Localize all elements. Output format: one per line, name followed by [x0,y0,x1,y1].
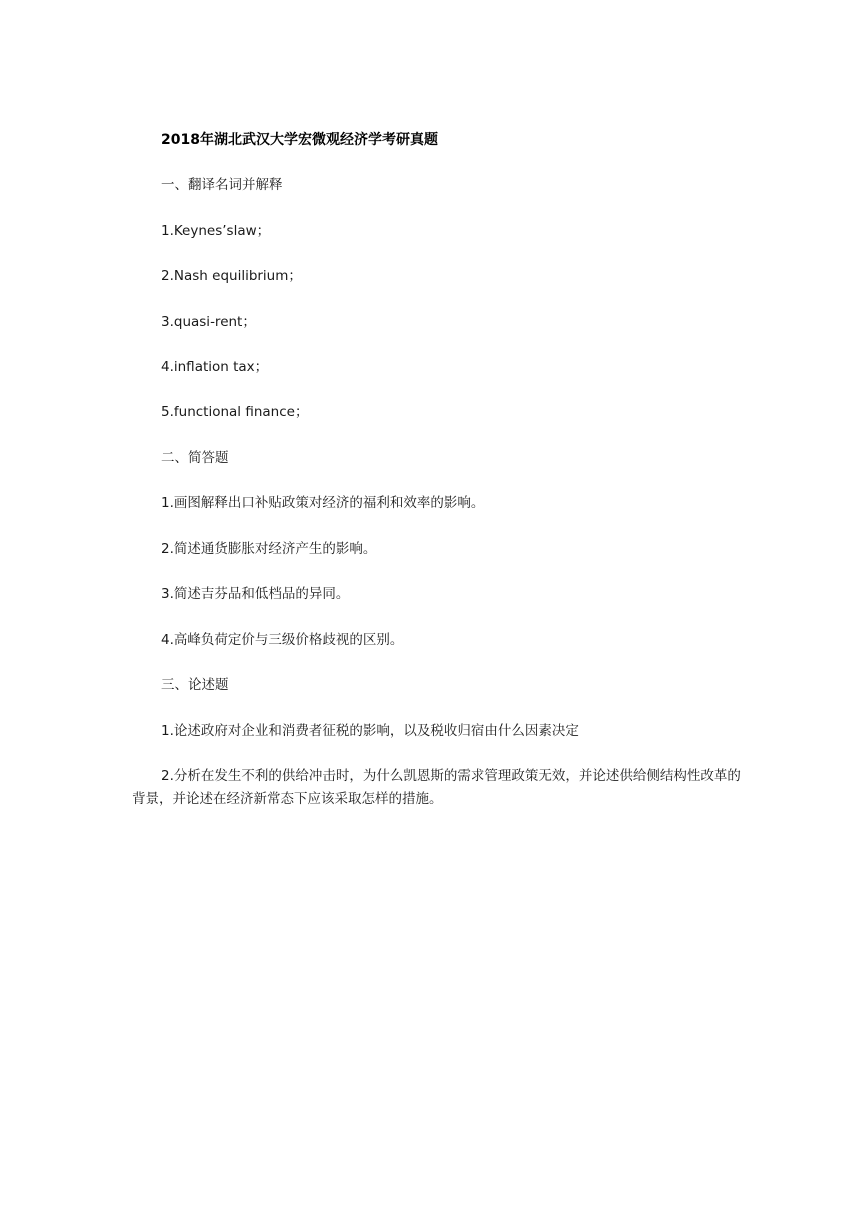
list-item: 5.functional finance； [161,404,309,420]
section-heading-translation: 一、翻译名词并解释 [161,177,283,193]
section-heading-essay: 三、论述题 [161,677,229,693]
document-title: 2018年湖北武汉大学宏微观经济学考研真题 [161,132,438,148]
list-item: 1.Keynes’slaw； [161,223,271,239]
section-heading-short-answer: 二、简答题 [161,450,229,466]
list-item: 3.简述吉芬品和低档品的异同。 [161,586,350,602]
list-item: 2.分析在发生不利的供给冲击时，为什么凯恩斯的需求管理政策无效，并论述供给侧结构性改革的背景，并论述在经济新常态下应该采取怎样的措施。 [132,768,741,807]
list-item: 4.inflation tax； [161,359,269,375]
list-item: 3.quasi-rent； [161,314,256,330]
list-item: 1.论述政府对企业和消费者征税的影响，以及税收归宿由什么因素决定 [161,723,579,739]
list-item: 4.高峰负荷定价与三级价格歧视的区别。 [161,632,404,648]
list-item: 1.画图解释出口补贴政策对经济的福利和效率的影响。 [161,495,485,511]
list-item: 2.Nash equilibrium； [161,268,302,284]
list-item: 2.简述通货膨胀对经济产生的影响。 [161,541,377,557]
